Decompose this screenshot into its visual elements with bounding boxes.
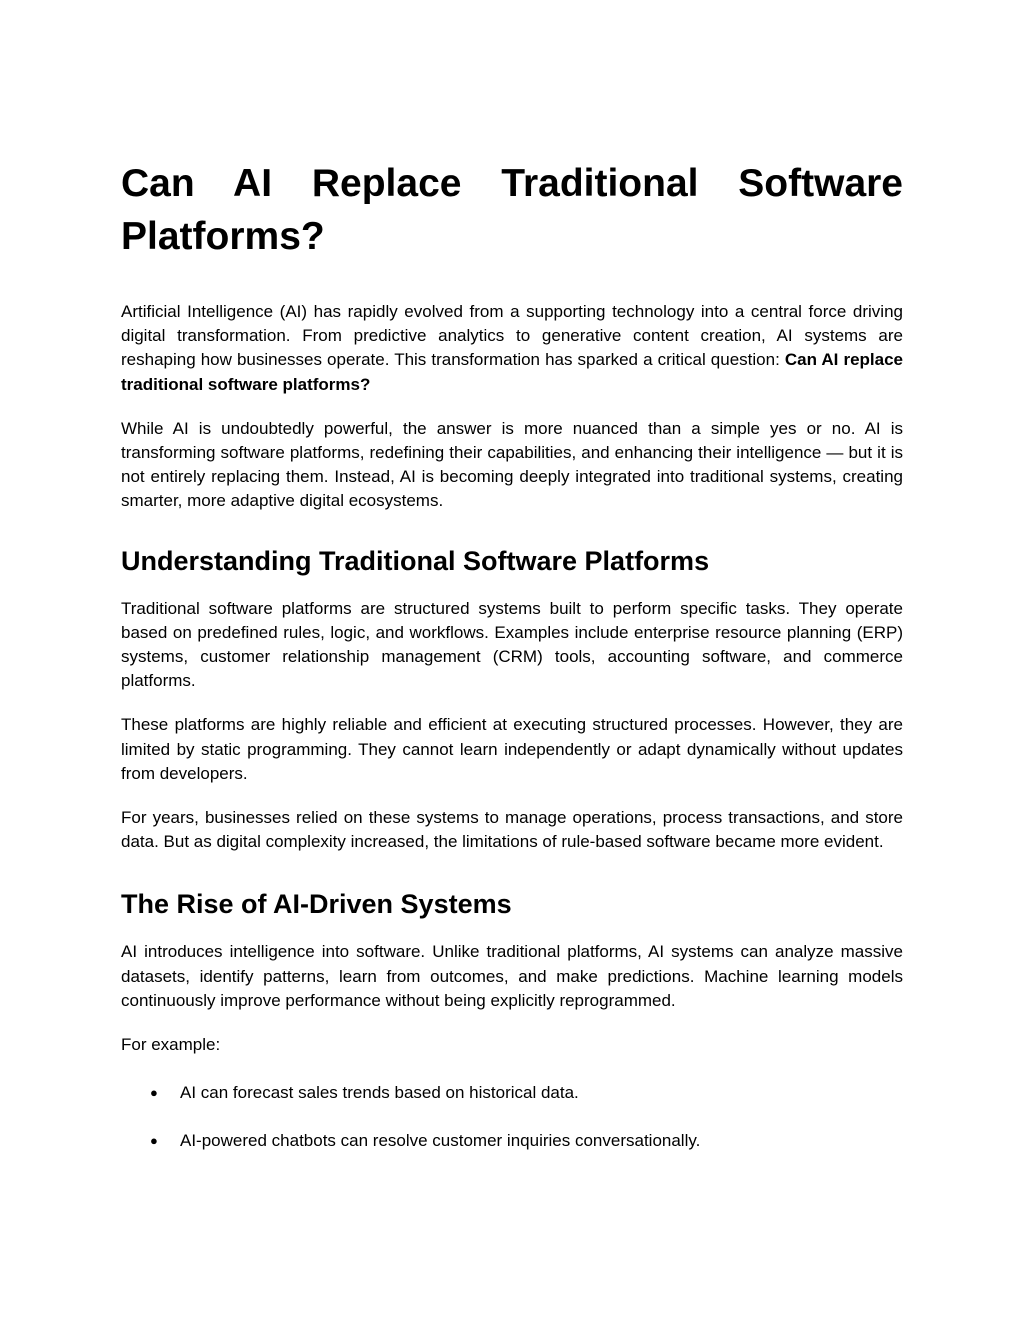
bullet-icon: ●	[150, 1085, 158, 1101]
section-paragraph: These platforms are highly reliable and efficient at executing structured processes. However, they are limited by static programming. They cannot learn independently or adapt dynamically without updates from developers.	[121, 715, 903, 783]
section-paragraph: AI introduces intelligence into software. Unlike traditional platforms, AI systems can analyze massive datasets, identify patterns, learn from outcomes, and make predictions. Machine learning models continuously improve performance without being explicitly reprogrammed.	[121, 942, 903, 1010]
intro-key-question: Can AI replace traditional software platforms?	[121, 350, 903, 394]
section-traditional-platforms	[121, 544, 903, 855]
example-list	[121, 1081, 903, 1153]
list-item-text: AI-powered chatbots can resolve customer inquiries conversationally.	[180, 1131, 701, 1151]
bullet-icon: ●	[150, 1133, 158, 1149]
section-heading: The Rise of AI-Driven Systems	[121, 889, 512, 920]
list-item	[121, 1129, 903, 1153]
section-paragraph: For years, businesses relied on these systems to manage operations, process transactions, and store data. But as digital complexity increased, the limitations of rule-based software became more evident.	[121, 808, 903, 852]
list-item-text: AI can forecast sales trends based on historical data.	[180, 1083, 579, 1103]
section-body	[121, 940, 903, 1153]
intro-paragraph-1-text: Artificial Intelligence (AI) has rapidly evolved from a supporting technology into a central force driving digital transformation. From predictive analytics to generative content creation, AI systems are reshaping how businesses operate. This transformation has sparked a critical question:	[121, 302, 903, 370]
section-heading: Understanding Traditional Software Platforms	[121, 545, 710, 576]
document-page	[121, 157, 903, 1153]
section-paragraph: Traditional software platforms are structured systems built to perform specific tasks. They operate based on predefined rules, logic, and workflows. Examples include enterprise resource planning (ERP) systems, customer relationship management (CRM) tools, accounting software, and commerce platforms.	[121, 598, 903, 691]
document-title: Can AI Replace Traditional Software Platforms?	[121, 162, 903, 258]
section-ai-driven-systems	[121, 887, 903, 1153]
section-body	[121, 597, 903, 855]
list-item	[121, 1081, 903, 1105]
intro-paragraph-1	[121, 300, 903, 397]
section-paragraph: For example:	[121, 1035, 221, 1055]
intro-paragraph-2: While AI is undoubtedly powerful, the answer is more nuanced than a simple yes or no. AI is transforming software platforms, redefining their capabilities, and enhancing their intelligence — but it is not entirely replacing them. Instead, AI is becoming deeply integrated into traditional systems, creating smarter, more adaptive digital ecosystems.	[121, 418, 903, 511]
intro-section	[121, 300, 903, 514]
